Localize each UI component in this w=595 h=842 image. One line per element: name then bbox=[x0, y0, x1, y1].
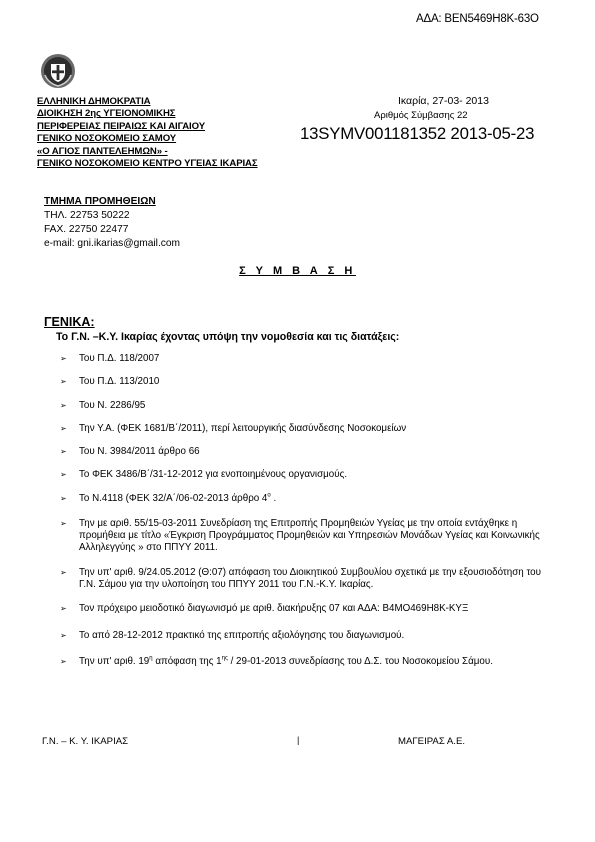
footer-separator: | bbox=[297, 735, 300, 745]
list-item: ➢ Του Ν. 3984/2011 άρθρο 66 bbox=[60, 446, 200, 457]
list-item: ➢ Την Υ.Α. (ΦΕΚ 1681/Β΄/2011), περί λειτουργικής διασύνδεσης Νοσοκομείων bbox=[60, 423, 407, 434]
document-date: Ικαρία, 27-03- 2013 bbox=[398, 95, 489, 107]
intro-text: Το Γ.Ν. –Κ.Υ. Ικαρίας έχοντας υπόψη την νομοθεσία και τις διατάξεις: bbox=[56, 331, 400, 343]
list-item: ➢ Την υπ' αριθ. 9/24.05.2012 (Θ:07) απόφαση του Διοικητικού Συμβουλίου σχετικά με την εξουσιοδότηση του Γ.Ν. Σάμου για την υλοποίηση του ΠΠΥΥ 2011 του Γ.Ν.-Κ.Υ. Ικαρίας. bbox=[60, 567, 541, 590]
issuer-line-4: ΓΕΝΙΚΟ ΝΟΣΟΚΟΜΕΙΟ ΣΑΜΟΥ bbox=[37, 133, 177, 145]
list-item: ➢ Την με αριθ. 55/15-03-2011 Συνεδρίαση της Επιτροπής Προμηθειών Υγείας με την οποία εντάχθηκε η προμήθεια με τίτλο «Έγκριση Προγράμματος Προμηθειών και Υπηρεσιών Μονάδων Υγείας και Κοινωνικής Αλληλεγγύης » στο ΠΠΥΥ 2011. bbox=[60, 518, 540, 553]
footer-party-left: Γ.Ν. – Κ. Υ. ΙΚΑΡΙΑΣ bbox=[42, 736, 129, 747]
registry-code: 13SYMV001181352 2013-05-23 bbox=[300, 124, 535, 143]
arrow-bullet-icon: ➢ bbox=[60, 568, 67, 577]
arrow-bullet-icon: ➢ bbox=[60, 519, 67, 528]
arrow-bullet-icon: ➢ bbox=[60, 447, 67, 456]
department-fax: FAX. 22750 22477 bbox=[44, 224, 129, 235]
greek-coat-of-arms-icon bbox=[40, 53, 76, 89]
ada-code: ΑΔΑ: ΒΕΝ5469Η8Κ-63Ο bbox=[416, 13, 539, 25]
arrow-bullet-icon: ➢ bbox=[60, 470, 67, 479]
arrow-bullet-icon: ➢ bbox=[60, 424, 67, 433]
department-title: ΤΜΗΜΑ ΠΡΟΜΗΘΕΙΩΝ bbox=[44, 196, 156, 207]
document-title: Σ Υ Μ Β Α Σ Η bbox=[239, 265, 356, 277]
list-item: ➢ Τον πρόχειρο μειοδοτικό διαγωνισμό με αριθ. διακήρυξης 07 και ΑΔΑ: Β4ΜΟ469Η8Κ-ΚΥΞ bbox=[60, 603, 469, 614]
arrow-bullet-icon: ➢ bbox=[60, 631, 67, 640]
list-item: ➢ Την υπ' αριθ. $19^\eta$ απόφαση της $1^{\eta\varsigma} / 29-01-2013$ συνεδρίασης του Δ.Σ. του Νοσοκομείου Σάμου. bbox=[60, 655, 493, 667]
issuer-header bbox=[37, 96, 317, 170]
arrow-bullet-icon: ➢ bbox=[60, 377, 67, 386]
issuer-line-6: ΓΕΝΙΚΟ ΝΟΣΟΚΟΜΕΙΟ ΚΕΝΤΡΟ ΥΓΕΙΑΣ ΙΚΑΡΙΑΣ bbox=[37, 158, 258, 170]
list-item: ➢ Του Π.Δ. 113/2010 bbox=[60, 376, 160, 387]
issuer-line-3: ΠΕΡΙΦΕΡΕΙΑΣ ΠΕΙΡΑΙΩΣ ΚΑΙ ΑΙΓΑΙΟΥ bbox=[37, 120, 206, 132]
issuer-line-2: ΔΙΟΙΚΗΣΗ 2ης ΥΓΕΙΟΝΟΜΙΚΗΣ bbox=[37, 108, 176, 120]
department-email[interactable]: e-mail: gni.ikarias@gmail.com bbox=[44, 238, 181, 249]
date-block bbox=[370, 95, 489, 121]
issuer-line-5: «Ο ΑΓΙΟΣ ΠΑΝΤΕΛΕΗΜΩΝ» - bbox=[37, 145, 168, 157]
list-item: ➢ Του Ν. 2286/95 bbox=[60, 400, 146, 411]
list-item: ➢ Το ΦΕΚ 3486/Β΄/31-12-2012 για ενοποιημένους οργανισμούς. bbox=[60, 469, 348, 480]
list-item: ➢ Το Ν.4118 (ΦΕΚ 32/Α΄/06-02-2013 άρθρο $4^o$ . bbox=[60, 492, 277, 504]
contract-number: Αριθμός Σύμβασης 22 bbox=[374, 110, 468, 121]
arrow-bullet-icon: ➢ bbox=[60, 604, 67, 613]
list-item: ➢ Το από 28-12-2012 πρακτικό της επιτροπής αξιολόγησης του διαγωνισμού. bbox=[60, 630, 405, 641]
section-title: ΓΕΝΙΚΑ: bbox=[44, 315, 95, 329]
arrow-bullet-icon: ➢ bbox=[60, 401, 67, 410]
arrow-bullet-icon: ➢ bbox=[60, 657, 67, 666]
department-block bbox=[44, 195, 180, 251]
issuer-line-1: ΕΛΛΗΝΙΚΗ ΔΗΜΟΚΡΑΤΙΑ bbox=[37, 96, 151, 107]
footer-party-right: ΜΑΓΕΙΡΑΣ Α.Ε. bbox=[398, 736, 466, 747]
list-item: ➢ Του Π.Δ. 118/2007 bbox=[60, 353, 160, 364]
arrow-bullet-icon: ➢ bbox=[60, 494, 67, 503]
department-phone: ΤΗΛ. 22753 50222 bbox=[44, 210, 130, 221]
arrow-bullet-icon: ➢ bbox=[60, 354, 67, 363]
